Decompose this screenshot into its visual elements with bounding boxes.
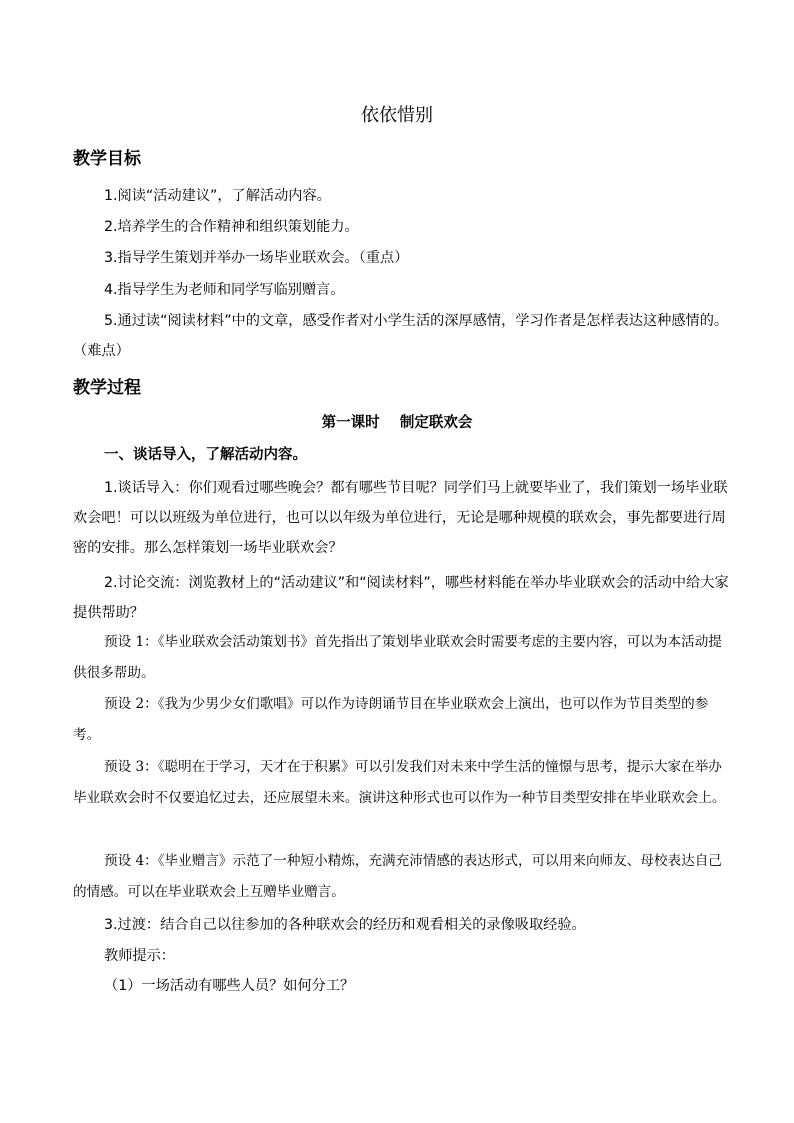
preset-3: 预设 3：《聪明在于学习，天才在于积累》可以引发我们对未来中学生活的憧憬与思考，提示大家在举办毕业联欢会时不仅要追忆过去，还应展望未来。演讲这种形式也可以作为一种节目类型安排在毕业联欢会上。 [73,759,726,806]
paragraph-intro: 1.谈话导入：你们观看过哪些晚会？都有哪些节目呢？同学们马上就要毕业了，我们策划一场毕业联欢会吧！可以以班级为单位进行，也可以以年级为单位进行，无论是哪种规模的联欢会，事先都要进行周密的安排。那么怎样策划一场毕业联欢会？ [73,480,728,556]
paragraph-transition: 3.过渡：结合自己以往参加的各种联欢会的经历和观看相关的录像吸取经验。 [104,917,586,933]
goal-item-4: 4.指导学生为老师和同学写临别赠言。 [104,282,345,298]
paragraph-discussion: 2.讨论交流：浏览教材上的“活动建议”和“阅读材料”，哪些材料能在举办毕业联欢会的活动中给大家提供帮助？ [73,575,729,621]
goal-item-2: 2.培养学生的合作精神和组织策划能力。 [104,219,359,235]
lesson-title: 第一课时 制定联欢会 [321,415,473,431]
part-one-heading: 一、谈话导入，了解活动内容。 [104,447,307,463]
preset-1: 预设 1：《毕业联欢会活动策划书》首先指出了策划毕业联欢会时需要考虑的主要内容，可以为本活动提供很多帮助。 [73,634,722,681]
teaching-goals-heading: 教学目标 [73,149,141,169]
hint-item-1: （1）一场活动有哪些人员？如何分工？ [104,978,355,994]
teacher-hint-label: 教师提示： [104,948,175,964]
goal-item-5: 5.通过读“阅读材料”中的文章，感受作者对小学生活的深厚感情，学习作者是怎样表达这种感情的。（难点） [73,313,729,359]
document-title: 依依惜别 [361,105,433,126]
preset-2: 预设 2：《我为少男少女们歌唱》可以作为诗朗诵节目在毕业联欢会上演出，也可以作为节目类型的参考。 [73,696,709,743]
teaching-process-heading: 教学过程 [73,378,141,398]
goal-item-3: 3.指导学生策划并举办一场毕业联欢会。（重点） [104,250,409,266]
preset-4: 预设 4：《毕业赠言》示范了一种短小精炼，充满充沛情感的表达形式，可以用来向师友、母校表达自己的情感。可以在毕业联欢会上互赠毕业赠言。 [73,853,722,900]
goal-item-1: 1.阅读“活动建议”，了解活动内容。 [104,188,331,204]
